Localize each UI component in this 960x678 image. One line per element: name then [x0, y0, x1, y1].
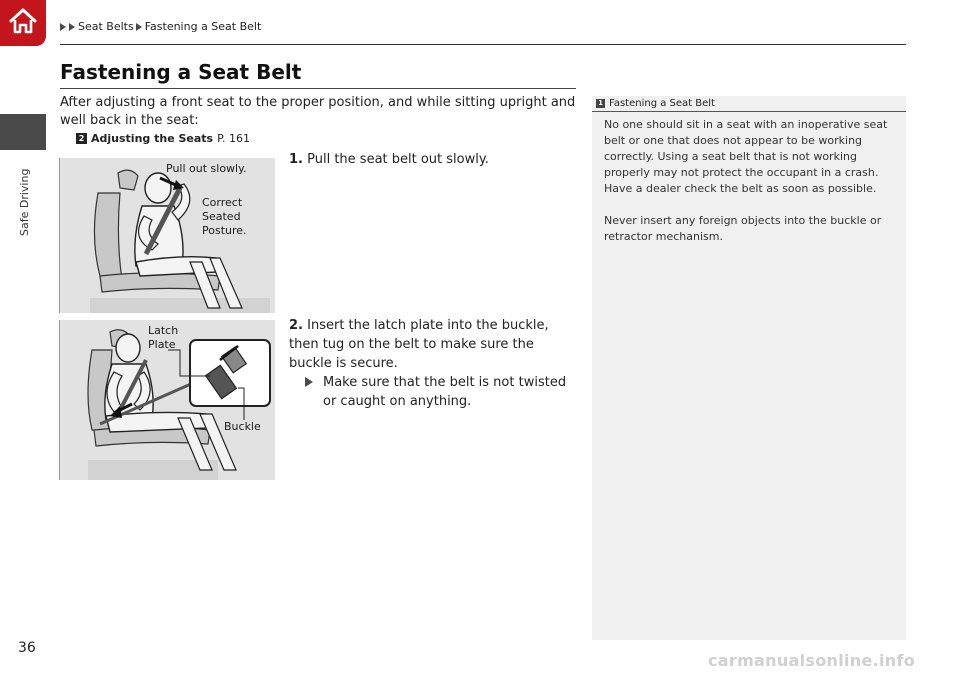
header-divider — [60, 44, 906, 45]
breadcrumb-arrow-icon — [60, 23, 66, 31]
xref-icon: 2 — [76, 133, 87, 144]
label-latch: Latch — [148, 324, 179, 337]
note-heading-text: Fastening a Seat Belt — [609, 98, 715, 109]
page-number: 36 — [18, 640, 36, 656]
label-seated: Seated — [202, 210, 241, 223]
bullet-text: Make sure that the belt is not twisted or caught on anything. — [323, 375, 567, 409]
figure-pull-belt — [59, 158, 275, 313]
breadcrumb-arrow-icon — [136, 23, 142, 31]
title-divider — [60, 88, 576, 89]
label-posture: Posture. — [202, 224, 247, 237]
note-heading — [592, 96, 906, 112]
note-icon: 1 — [596, 99, 605, 108]
label-buckle: Buckle — [224, 420, 261, 433]
breadcrumb-arrow-icon — [69, 23, 75, 31]
breadcrumb-item-seat-belts[interactable]: Seat Belts — [78, 20, 134, 33]
step-number: 1. — [289, 152, 303, 167]
step-text: Pull the seat belt out slowly. — [307, 152, 489, 167]
label-pull-out: Pull out slowly. — [166, 162, 247, 175]
section-label: Safe Driving — [18, 168, 31, 236]
home-button[interactable] — [0, 0, 46, 46]
note-paragraph: Never insert any foreign objects into the buckle or retractor mechanism. — [604, 214, 882, 243]
home-icon — [7, 5, 39, 37]
breadcrumb-item-current[interactable]: Fastening a Seat Belt — [144, 20, 262, 33]
label-correct: Correct — [202, 196, 243, 209]
note-paragraph: No one should sit in a seat with an inoperative seat belt or one that does not appear to be working correctly. Using a seat belt that is not working properly may not protect the occupant in a crash. Have a dealer check the belt as soon as possible. — [604, 118, 888, 195]
watermark: carmanualsonline.info — [708, 651, 916, 670]
breadcrumb — [60, 20, 261, 33]
label-plate: Plate — [148, 338, 176, 351]
step-1 — [289, 150, 579, 169]
page-title: Fastening a Seat Belt — [60, 60, 302, 84]
step-number: 2. — [289, 318, 303, 333]
step-text: Insert the latch plate into the buckle, then tug on the belt to make sure the buckle is secure. — [289, 318, 549, 371]
bullet-arrow-icon — [305, 377, 313, 387]
step-2 — [289, 316, 579, 373]
xref-page: P. 161 — [217, 132, 251, 145]
intro-text: After adjusting a front seat to the proper position, and while sitting upright and well back in the seat: — [60, 95, 576, 128]
xref-link[interactable] — [76, 132, 250, 145]
section-tab — [0, 114, 46, 150]
step-2-note — [305, 373, 577, 411]
side-note — [592, 96, 906, 640]
xref-title[interactable]: Adjusting the Seats — [91, 132, 214, 145]
figure-buckle — [59, 320, 275, 480]
